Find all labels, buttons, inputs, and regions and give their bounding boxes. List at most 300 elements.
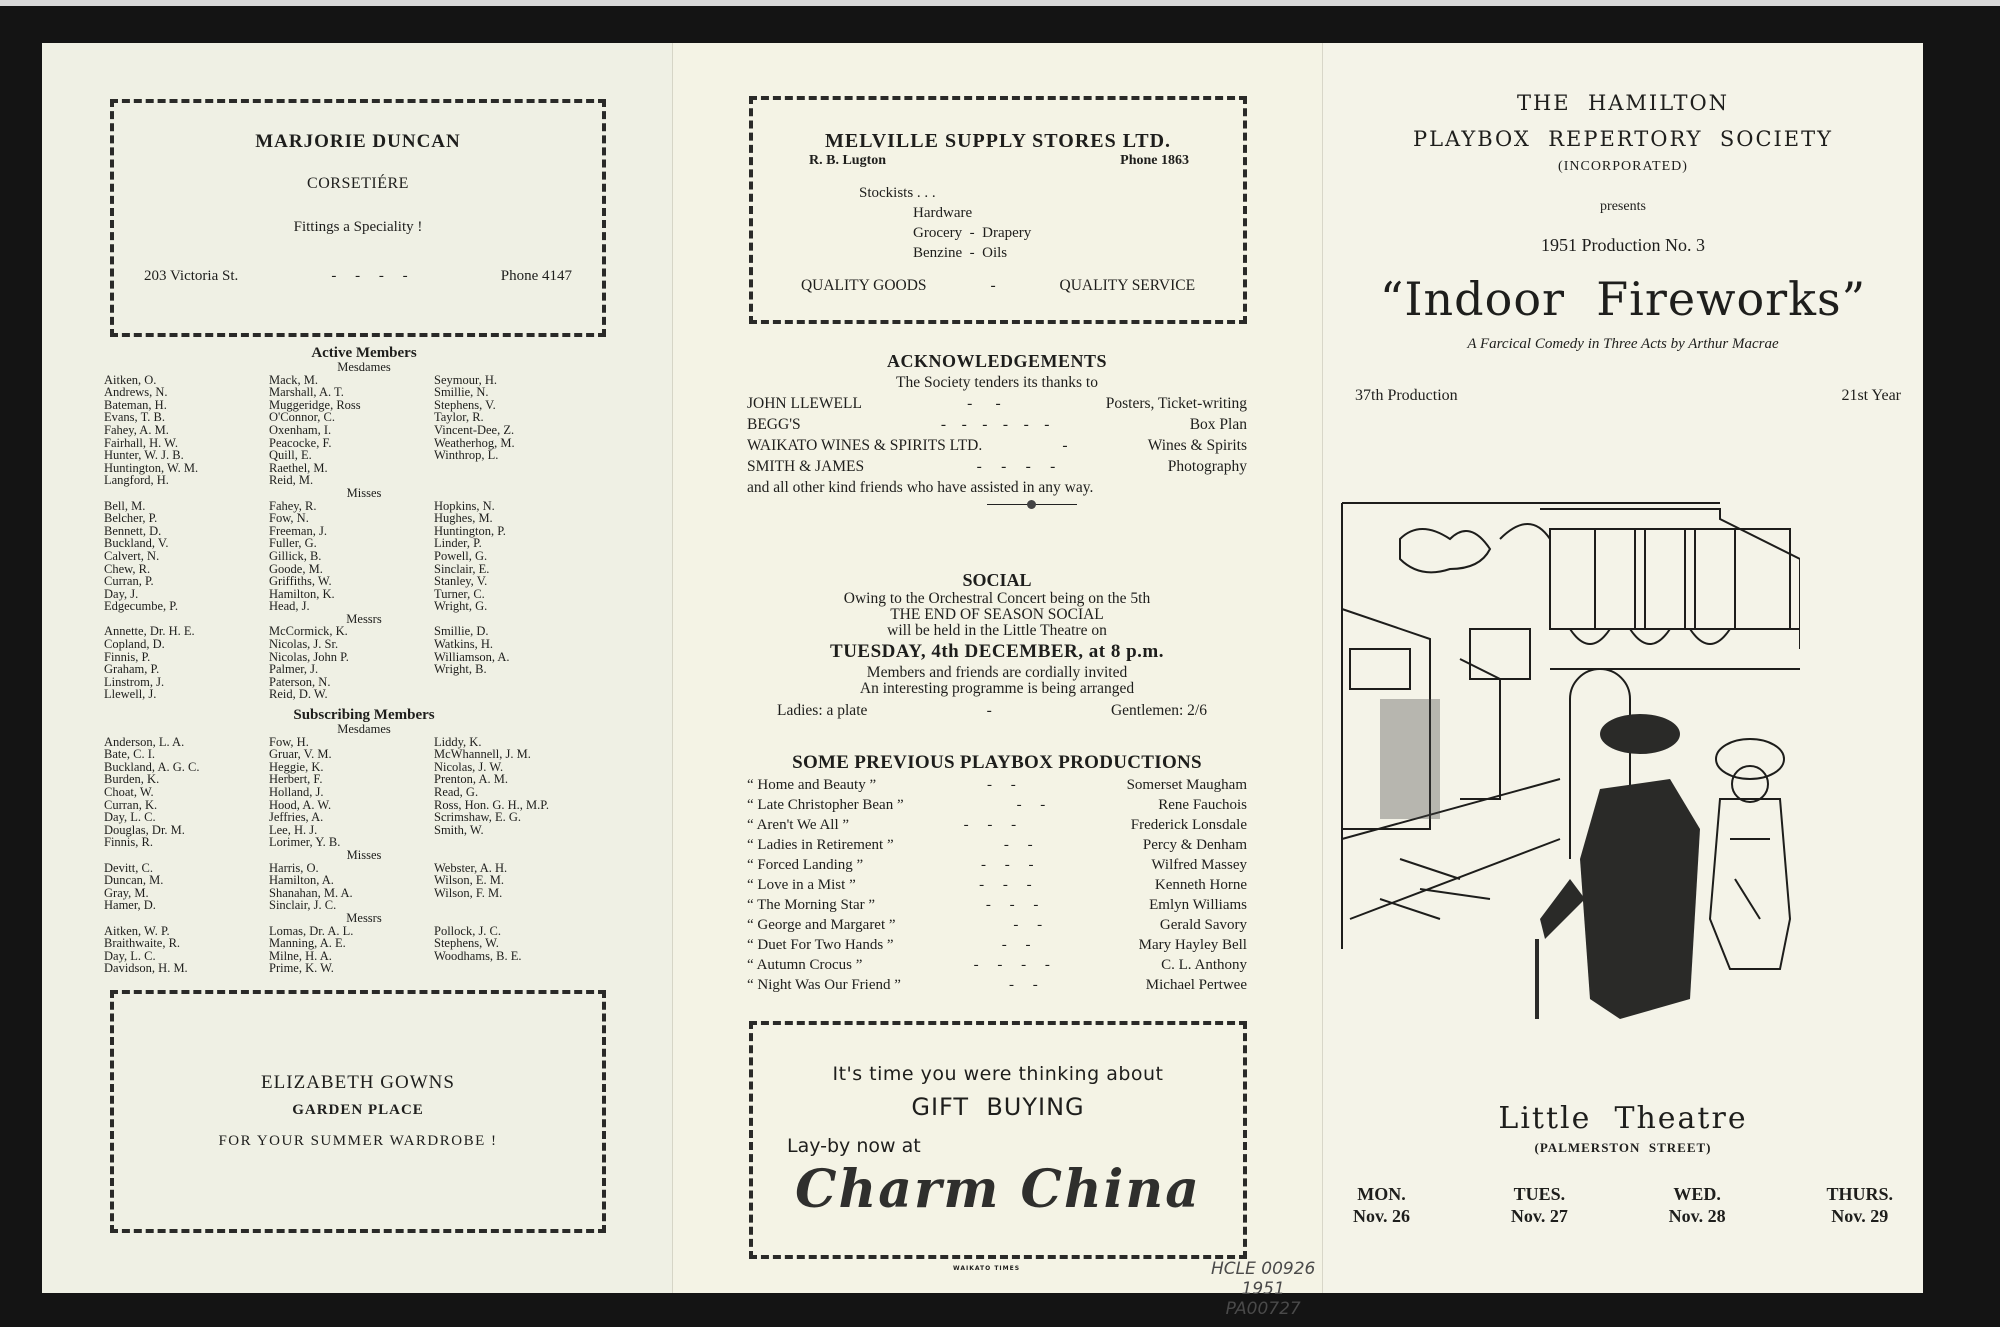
member-group-title: Mesdames	[337, 722, 391, 737]
leader-dashes: - - -	[985, 897, 1039, 913]
thanks-recipient: BEGG'S	[747, 416, 801, 433]
member-name: Nicolas, J. Sr.	[269, 637, 339, 652]
member-name: O'Connor, C.	[269, 410, 335, 425]
member-name: Copland, D.	[104, 637, 165, 652]
member-name: Raethel, M.	[269, 460, 328, 475]
member-name: Buckland, A. G. C.	[104, 759, 200, 774]
production-title: “ Late Christopher Bean ”	[747, 797, 904, 813]
member-group-columns	[104, 500, 624, 613]
acknowledgements-closing: and all other kind friends who have assisted in any way.	[747, 479, 1094, 496]
social-line: An interesting programme is being arranged	[859, 680, 1135, 697]
member-name: Wilson, E. M.	[434, 873, 504, 888]
member-name: Hunter, W. J. B.	[104, 448, 184, 463]
acknowledgements-list	[747, 393, 1247, 477]
ad-marjorie-duncan	[110, 99, 606, 337]
member-name: Hamilton, K.	[269, 586, 335, 601]
member-name: Duncan, M.	[104, 873, 164, 888]
member-name: Fuller, G.	[269, 536, 317, 551]
production-title: “ Forced Landing ”	[747, 857, 864, 873]
member-name: Day, J.	[104, 586, 139, 601]
member-name: Linder, P.	[434, 536, 482, 551]
member-name: Calvert, N.	[104, 548, 160, 563]
performance-day-date: Nov. 26	[1353, 1206, 1411, 1226]
play-title: “Indoor Fireworks”	[1379, 272, 1867, 326]
leader-dashes: - -	[967, 395, 1001, 412]
member-column	[269, 925, 434, 975]
archive-id: PA00727	[1225, 1299, 1301, 1319]
member-column	[434, 736, 614, 849]
member-name: Choat, W.	[104, 785, 154, 799]
member-name: Devitt, C.	[104, 860, 153, 875]
printer-imprint: WAIKATO TIMES	[953, 1265, 1021, 1272]
member-group-columns	[104, 736, 624, 849]
member-name: Langford, H.	[104, 473, 169, 488]
member-name: Williamson, A.	[434, 649, 510, 664]
ad-title: MARJORIE DUNCAN	[255, 131, 461, 152]
venue	[1323, 1101, 1923, 1156]
social-line: Owing to the Orchestral Concert being on the 5th	[843, 590, 1151, 607]
performance-day: THURS.	[1826, 1184, 1893, 1204]
thanks-recipient: WAIKATO WINES & SPIRITS LTD.	[747, 437, 983, 454]
leader-dashes: - -	[1001, 937, 1031, 953]
stock-line: Hardware	[913, 205, 973, 221]
member-name: Sinclair, J. C.	[269, 898, 337, 913]
member-column	[434, 500, 614, 613]
list-row	[747, 435, 1247, 456]
thanks-service: Posters, Ticket-writing	[1105, 395, 1247, 412]
member-name: Powell, G.	[434, 548, 488, 563]
venue-name: Little Theatre	[1498, 1101, 1748, 1136]
ad-line: Lay-by now at	[787, 1135, 921, 1157]
member-group-title: Misses	[346, 485, 382, 500]
member-name: Fahey, R.	[269, 498, 317, 513]
list-row	[747, 456, 1247, 477]
leader-dashes: - - -	[963, 817, 1017, 833]
archive-ref: HCLE 00926	[1211, 1259, 1316, 1279]
member-name: Reid, M.	[269, 473, 314, 488]
performance-day: TUES.	[1513, 1184, 1566, 1204]
member-name: Read, G.	[434, 785, 479, 799]
member-name: Curran, P.	[104, 574, 154, 589]
member-group-title: Mesdames	[337, 360, 391, 374]
member-name: Woodhams, B. E.	[434, 948, 522, 963]
member-name: Goode, M.	[269, 561, 323, 576]
member-name: Graham, P.	[104, 662, 160, 677]
production-title: “ George and Margaret ”	[747, 917, 896, 933]
member-name: Huntington, W. M.	[104, 460, 199, 475]
society-name-line2: PLAYBOX REPERTORY SOCIETY	[1412, 127, 1834, 151]
performance-date	[1511, 1183, 1568, 1227]
production-author: Percy & Denham	[1142, 837, 1247, 853]
member-name: Finnis, P.	[104, 649, 151, 664]
production-author: Gerald Savory	[1159, 917, 1247, 933]
member-name: Annette, Dr. H. E.	[104, 624, 195, 639]
ad-tagline: Fittings a Speciality !	[293, 219, 423, 235]
ad-stock-list	[753, 183, 1243, 263]
member-name: Hughes, M.	[434, 511, 493, 526]
member-name: Hamer, D.	[104, 898, 156, 913]
member-name: Gruar, V. M.	[269, 747, 332, 762]
production-meta	[1323, 387, 1923, 405]
ad-quality-row	[753, 277, 1243, 295]
member-name: Muggeridge, Ross	[269, 397, 361, 412]
quality-separator: -	[990, 277, 996, 294]
member-name: Marshall, A. T.	[269, 385, 344, 400]
ad-place: GARDEN PLACE	[292, 1102, 424, 1118]
list-row	[747, 835, 1247, 855]
member-name: Wright, B.	[434, 662, 487, 677]
member-column	[434, 862, 614, 912]
list-row	[747, 414, 1247, 435]
member-group-columns	[104, 625, 624, 701]
quality-goods: QUALITY GOODS	[800, 277, 927, 294]
society-name-line1: THE HAMILTON	[1516, 91, 1730, 115]
street-scene-illustration-icon	[1340, 499, 1800, 1019]
member-name: Freeman, J.	[269, 523, 327, 538]
ad-line: It's time you were thinking about	[832, 1063, 1164, 1085]
ad-brand: Charm China	[795, 1159, 1201, 1220]
member-name: Fairhall, H. W.	[104, 435, 178, 450]
member-group-columns	[104, 925, 624, 975]
member-name: Ross, Hon. G. H., M.P.	[434, 797, 549, 812]
member-name: Day, L. C.	[104, 948, 156, 963]
member-group-title: Misses	[346, 847, 382, 862]
active-members-groups	[104, 361, 624, 701]
play-byline: A Farcical Comedy in Three Acts by Arthur Macrae	[1467, 336, 1779, 352]
production-author: Kenneth Horne	[1154, 877, 1247, 893]
list-row	[747, 875, 1247, 895]
leader-dashes: - - - -	[976, 458, 1056, 475]
member-name: Hopkins, N.	[434, 498, 495, 513]
member-name: Milne, H. A.	[269, 948, 332, 963]
acknowledgements-title: ACKNOWLEDGEMENTS	[886, 351, 1108, 371]
previous-productions-list	[747, 775, 1247, 995]
ad-proprietor: R. B. Lugton	[809, 153, 887, 168]
member-name: Smillie, N.	[434, 385, 489, 400]
member-name: Bennett, D.	[104, 523, 162, 538]
member-name: Evans, T. B.	[104, 410, 165, 425]
subscribing-members-title: Subscribing Members	[293, 707, 435, 724]
member-name: Day, L. C.	[104, 810, 156, 825]
performance-dates	[1353, 1183, 1893, 1227]
ad-elizabeth-gowns	[110, 990, 606, 1233]
member-name: Hood, A. W.	[269, 797, 332, 812]
member-name: Llewell, J.	[104, 687, 157, 702]
member-name: Manning, A. E.	[269, 936, 346, 951]
list-row	[747, 915, 1247, 935]
member-column	[269, 862, 434, 912]
stock-line: Benzine - Oils	[913, 245, 1008, 261]
member-name: Pollock, J. C.	[434, 923, 502, 938]
production-title: “ Night Was Our Friend ”	[747, 977, 901, 993]
quality-service: QUALITY SERVICE	[1059, 277, 1196, 294]
ad-headline: GIFT BUYING	[911, 1093, 1085, 1121]
leader-dashes: - - - - - -	[940, 416, 1050, 433]
member-name: Andrews, N.	[104, 385, 168, 400]
member-name: Peacocke, F.	[269, 435, 332, 450]
member-group-columns	[104, 862, 624, 912]
member-name: McCormick, K.	[269, 624, 348, 639]
social-date: TUESDAY, 4th DECEMBER, at 8 p.m.	[830, 641, 1164, 662]
member-column	[104, 500, 269, 613]
production-title: “ The Morning Star ”	[747, 897, 876, 913]
acknowledgements-intro: The Society tenders its thanks to	[896, 374, 1098, 391]
member-name: Stanley, V.	[434, 574, 488, 589]
member-group-title: Messrs	[346, 910, 382, 925]
presents-label: presents	[1600, 199, 1646, 214]
list-row	[747, 955, 1247, 975]
member-name: Liddy, K.	[434, 734, 482, 749]
ad-melville-supply	[749, 96, 1247, 324]
member-name: Finnis, R.	[104, 835, 153, 850]
member-name: Gillick, B.	[269, 548, 322, 563]
production-author: Mary Hayley Bell	[1138, 937, 1247, 953]
member-name: Nicolas, J. W.	[434, 759, 504, 774]
member-name: Smith, W.	[434, 822, 484, 837]
thanks-recipient: SMITH & JAMES	[747, 458, 865, 475]
list-row	[747, 895, 1247, 915]
member-name: Sinclair, E.	[434, 561, 490, 576]
production-author: Somerset Maugham	[1126, 777, 1247, 793]
production-author: Michael Pertwee	[1145, 977, 1247, 993]
list-row	[747, 855, 1247, 875]
list-row	[747, 775, 1247, 795]
ad-charm-china	[749, 1021, 1247, 1259]
ad-title: ELIZABETH GOWNS	[261, 1072, 455, 1093]
member-name: Bateman, H.	[104, 397, 167, 412]
leader-dashes: - -	[986, 777, 1016, 793]
member-name: Edgecumbe, P.	[104, 599, 178, 614]
panel-cover	[1322, 43, 1923, 1293]
member-name: Webster, A. H.	[434, 860, 508, 875]
member-name: Belcher, P.	[104, 511, 158, 526]
social-line: Members and friends are cordially invited	[866, 664, 1128, 681]
venue-street: (PALMERSTON STREET)	[1534, 1140, 1712, 1155]
member-name: Lomas, Dr. A. L.	[269, 923, 354, 938]
active-members-title: Active Members	[311, 345, 417, 361]
ad-dashes: - - - -	[331, 268, 408, 284]
list-row	[747, 935, 1247, 955]
production-author: Rene Fauchois	[1158, 797, 1247, 813]
subscribing-members-groups	[104, 723, 624, 975]
ad-tagline: FOR YOUR SUMMER WARDROBE !	[218, 1133, 498, 1149]
stock-line: Grocery - Drapery	[913, 225, 1032, 241]
member-column	[104, 374, 269, 487]
member-name: Reid, D. W.	[269, 687, 328, 702]
member-name: Lorimer, Y. B.	[269, 835, 341, 850]
thanks-service: Photography	[1167, 458, 1247, 475]
member-name: Mack, M.	[269, 372, 318, 387]
member-name: Vincent-Dee, Z.	[434, 422, 515, 437]
social-line: THE END OF SEASON SOCIAL	[890, 606, 1104, 623]
production-title: “ Home and Beauty ”	[747, 777, 877, 793]
member-name: Davidson, H. M.	[104, 961, 188, 976]
member-name: Scrimshaw, E. G.	[434, 810, 522, 825]
list-row	[747, 815, 1247, 835]
ad-phone: Phone 4147	[500, 268, 572, 284]
performance-day-date: Nov. 29	[1831, 1206, 1889, 1226]
member-name: Burden, K.	[104, 772, 160, 787]
member-name: Chew, R.	[104, 561, 151, 576]
gentlemen-admission: Gentlemen: 2/6	[1110, 702, 1207, 719]
member-name: Aitken, W. P.	[104, 923, 170, 938]
member-column	[269, 625, 434, 701]
member-name: McWhannell, J. M.	[434, 747, 531, 762]
cover-header	[1323, 43, 1923, 405]
thanks-recipient: JOHN LLEWELL	[747, 395, 862, 412]
member-name: Harris, O.	[269, 860, 319, 875]
list-row	[747, 393, 1247, 414]
production-title: “ Ladies in Retirement ”	[747, 837, 894, 853]
social-title: SOCIAL	[962, 570, 1032, 590]
member-name: Smillie, D.	[434, 624, 489, 639]
production-author: Wilfred Massey	[1151, 857, 1247, 873]
leader-dashes: - - -	[979, 877, 1032, 893]
thanks-service: Wines & Spirits	[1147, 437, 1247, 454]
leader-dashes: - - -	[981, 857, 1034, 873]
member-name: Wright, G.	[434, 599, 488, 614]
production-title: “ Aren't We All ”	[747, 817, 850, 833]
member-name: Head, J.	[269, 599, 310, 614]
production-title: “ Love in a Mist ”	[747, 877, 856, 893]
thanks-service: Box Plan	[1189, 416, 1247, 433]
member-name: Holland, J.	[269, 785, 324, 799]
member-column	[104, 925, 269, 975]
performance-date	[1826, 1183, 1893, 1227]
performance-day: WED.	[1673, 1184, 1721, 1204]
leader-dashes: - -	[1016, 797, 1046, 813]
production-title: “ Autumn Crocus ”	[747, 957, 863, 973]
member-name: Watkins, H.	[434, 637, 494, 652]
member-name: Douglas, Dr. M.	[104, 822, 185, 837]
social-admission	[747, 703, 1247, 719]
member-name: Seymour, H.	[434, 372, 498, 387]
member-name: Weatherhog, M.	[434, 435, 515, 450]
year-count: 21st Year	[1841, 387, 1901, 404]
member-name: Quill, E.	[269, 448, 312, 463]
production-title: “ Duet For Two Hands ”	[747, 937, 894, 953]
member-name: Gray, M.	[104, 885, 149, 900]
production-author: C. L. Anthony	[1161, 957, 1247, 973]
member-name: Taylor, R.	[434, 410, 484, 425]
ad-address: 203 Victoria St.	[144, 268, 239, 284]
production-count: 37th Production	[1355, 387, 1458, 404]
ad-contact-row	[114, 268, 602, 285]
stockists-label: Stockists . . .	[859, 185, 936, 201]
member-column	[434, 374, 614, 487]
member-name: Fahey, A. M.	[104, 422, 169, 437]
member-name: Winthrop, L.	[434, 448, 499, 463]
member-name: Bate, C. I.	[104, 747, 156, 762]
performance-day-date: Nov. 28	[1668, 1206, 1726, 1226]
list-row	[747, 795, 1247, 815]
performance-day-date: Nov. 27	[1510, 1206, 1568, 1226]
member-column	[269, 736, 434, 849]
member-name: Stephens, W.	[434, 936, 499, 951]
leader-dashes: - - - -	[973, 957, 1050, 973]
ad-title: MELVILLE SUPPLY STORES LTD.	[824, 130, 1172, 152]
member-name: Aitken, O.	[104, 372, 157, 387]
panel-left	[42, 43, 672, 1293]
member-column	[269, 500, 434, 613]
production-author: Frederick Lonsdale	[1130, 817, 1247, 833]
member-name: Lee, H. J.	[269, 822, 318, 837]
member-name: Heggie, K.	[269, 759, 324, 774]
member-name: Buckland, V.	[104, 536, 169, 551]
member-column	[269, 374, 434, 487]
social-line: will be held in the Little Theatre on	[887, 622, 1107, 639]
member-lists	[104, 345, 624, 975]
previous-productions-section	[747, 751, 1247, 995]
member-name: Wilson, F. M.	[434, 885, 503, 900]
archive-year: 1951	[1241, 1279, 1285, 1299]
previous-productions-title: SOME PREVIOUS PLAYBOX PRODUCTIONS	[792, 752, 1202, 773]
member-name: Nicolas, John P.	[269, 649, 349, 664]
member-name: Curran, K.	[104, 797, 158, 812]
production-number: 1951 Production No. 3	[1541, 235, 1705, 255]
member-name: Stephens, V.	[434, 397, 496, 412]
member-name: Shanahan, M. A.	[269, 885, 353, 900]
performance-date	[1669, 1183, 1726, 1227]
member-column	[434, 925, 614, 975]
performance-date	[1353, 1183, 1410, 1227]
member-column	[104, 862, 269, 912]
member-column	[434, 625, 614, 701]
admission-separator: -	[986, 702, 992, 719]
member-column	[104, 736, 269, 849]
member-column	[104, 625, 269, 701]
acknowledgements-section	[747, 351, 1247, 512]
ad-trade: CORSETIÉRE	[307, 175, 409, 192]
social-section	[747, 569, 1247, 719]
member-name: Jeffries, A.	[269, 810, 324, 825]
member-name: Paterson, N.	[269, 674, 331, 689]
member-name: Palmer, J.	[269, 662, 319, 677]
archive-annotation	[1211, 1259, 1315, 1319]
programme-sheet	[42, 43, 1901, 1319]
member-name: Prime, K. W.	[269, 961, 334, 976]
member-name: Anderson, L. A.	[104, 734, 185, 749]
member-name: Oxenham, I.	[269, 422, 332, 437]
member-name: Linstrom, J.	[104, 674, 165, 689]
leader-dashes: - -	[1008, 977, 1038, 993]
panel-middle	[672, 43, 1323, 1319]
member-group-title: Messrs	[346, 611, 382, 626]
performance-day: MON.	[1357, 1184, 1406, 1204]
ornament-divider-icon	[747, 498, 1247, 512]
member-group-columns	[104, 374, 624, 487]
member-name: Fow, N.	[269, 511, 309, 526]
ad-phone: Phone 1863	[1120, 153, 1189, 168]
leader-dashes: - -	[1003, 837, 1033, 853]
member-name: Turner, C.	[434, 586, 485, 601]
leader-dashes: -	[1062, 437, 1068, 454]
scanner-edge	[0, 0, 2000, 6]
member-name: Bell, M.	[104, 498, 146, 513]
leader-dashes: - -	[1013, 917, 1043, 933]
member-name: Herbert, F.	[269, 772, 323, 787]
ladies-admission: Ladies: a plate	[777, 702, 868, 719]
member-name: Griffiths, W.	[269, 574, 332, 589]
member-name: Fow, H.	[269, 734, 309, 749]
list-row	[747, 975, 1247, 995]
member-name: Prenton, A. M.	[434, 772, 508, 787]
member-name: Braithwaite, R.	[104, 936, 181, 951]
member-name: Hamilton, A.	[269, 873, 334, 888]
production-author: Emlyn Williams	[1149, 897, 1247, 913]
society-incorporated: (INCORPORATED)	[1558, 159, 1688, 174]
ad-subheader	[753, 153, 1243, 169]
